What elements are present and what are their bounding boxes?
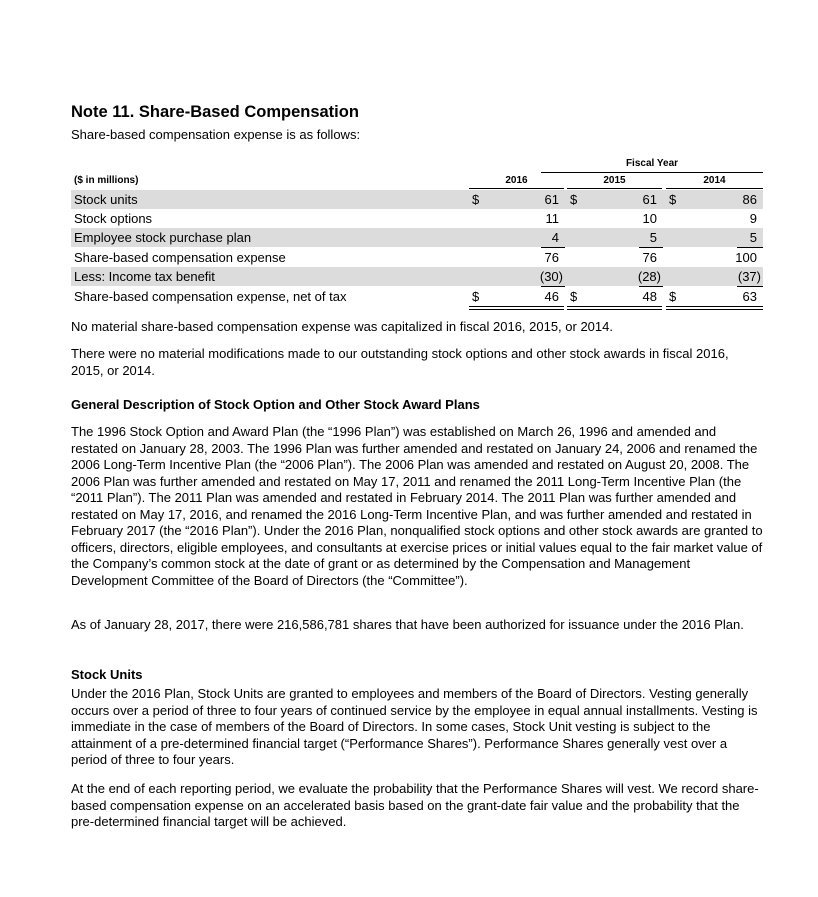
value-2015: 10 (642, 211, 657, 226)
table-row (71, 209, 763, 228)
compensation-table (71, 158, 763, 308)
paragraph-capitalized: No material share-based compensation expense was capitalized in fiscal 2016, 2015, or 2014. (71, 319, 613, 334)
table-row (71, 248, 763, 267)
value-2016: 76 (544, 250, 559, 265)
value-2014: 86 (742, 192, 757, 207)
paragraph-performance-shares: At the end of each reporting period, we evaluate the probability that the Performance Shares will vest. We record share-based compensation expense on an accelerated basis based on the grant-date fair value and the probability that the pre-determined financial target will be achieved. (71, 781, 759, 829)
double-rule-2016 (469, 306, 564, 307)
note-title: Note 11. Share-Based Compensation (71, 103, 359, 121)
value-2015: 76 (642, 250, 657, 265)
stock-units-heading: Stock Units (71, 667, 143, 682)
units-label: ($ in millions) (74, 175, 139, 186)
fiscal-year-header: Fiscal Year (625, 158, 679, 169)
row-label: Employee stock purchase plan (74, 230, 252, 245)
value-2014: 5 (749, 230, 757, 245)
table-row (71, 228, 763, 247)
year-header-2016: 2016 (505, 175, 528, 186)
paragraph-plan-history: The 1996 Stock Option and Award Plan (the “1996 Plan”) was established on March 26, 1996 and amended and restated on January 28, 2003. The 1996 Plan was further amended and restated on January 24, 2006 and renamed the 2006 Long-Term Incentive Plan (the “2006 Plan”). The 2006 Plan was amended and restated on August 20, 2008. The 2006 Plan was further amended and restated on May 17, 2011 and renamed the 2011 Long-Term Incentive Plan (the “2011 Plan”). The 2011 Plan was amended and restated in February 2014. The 2011 Plan was further amended and restated on May 17, 2016, and renamed the 2016 Long-Term Incentive Plan, and was further amended and restated in February 2017 (the “2016 Plan”). Under the 2016 Plan, nonqualified stock options and other stock awards are granted to officers, directors, eligible employees, and consultants at exercise prices or initial values equal to the fair market value of the Company’s common stock at the date of grant or as determined by the Compensation and Management Development Committee of the Board of Directors (the “Committee”). (71, 424, 763, 588)
value-2014: 100 (735, 250, 757, 265)
dollar-sign: $ (472, 289, 480, 304)
dollar-sign: $ (669, 289, 677, 304)
dollar-sign: $ (472, 192, 480, 207)
table-row (71, 267, 763, 286)
dollar-sign: $ (570, 192, 578, 207)
double-rule-2014 (666, 309, 763, 310)
year-header-2015: 2015 (603, 175, 626, 186)
intro-text: Share-based compensation expense is as follows: (71, 127, 361, 142)
value-2015: 61 (642, 192, 657, 207)
paragraph-authorized-shares: As of January 28, 2017, there were 216,586,781 shares that have been authorized for issuance under the 2016 Plan. (71, 617, 744, 632)
value-2016: 11 (545, 211, 559, 226)
fiscal-year-rule (541, 172, 763, 173)
row-label: Stock units (74, 192, 138, 207)
double-rule-2016 (469, 309, 564, 310)
year-rule-2015 (567, 188, 662, 189)
double-rule-2014 (666, 306, 763, 307)
year-rule-2016 (469, 188, 564, 189)
value-2015: 5 (649, 230, 657, 245)
dollar-sign: $ (570, 289, 578, 304)
general-description-heading: General Description of Stock Option and Other Stock Award Plans (71, 397, 480, 412)
value-2016: 61 (544, 192, 559, 207)
value-2014: 9 (749, 211, 757, 226)
paragraph-modifications: There were no material modifications made to our outstanding stock options and other stock awards in fiscal 2016, 2015, or 2014. (71, 346, 729, 378)
row-label: Less: Income tax benefit (74, 269, 215, 284)
value-2014: (37) (737, 269, 761, 284)
value-2014: 63 (742, 289, 757, 304)
value-2016: (30) (539, 269, 563, 284)
table-row (71, 190, 763, 209)
double-rule-2015 (567, 309, 662, 310)
dollar-sign: $ (669, 192, 677, 207)
table-row (71, 287, 763, 306)
value-2016: 46 (544, 289, 559, 304)
value-2015: (28) (637, 269, 661, 284)
row-label: Stock options (74, 211, 153, 226)
value-2016: 4 (551, 230, 559, 245)
row-label: Share-based compensation expense (74, 250, 286, 265)
double-rule-2015 (567, 306, 662, 307)
row-label: Share-based compensation expense, net of tax (74, 289, 347, 304)
paragraph-stock-units: Under the 2016 Plan, Stock Units are granted to employees and members of the Board of Directors. Vesting generally occurs over a period of three to four years of continued service by the employee in equal annual installments. Vesting is immediate in the case of members of the Board of Directors. In some cases, Stock Unit vesting is subject to the attainment of a pre-determined financial target (“Performance Shares”). Performance Shares generally vest over a period of three to four years. (71, 686, 758, 767)
year-rule-2014 (666, 188, 763, 189)
year-header-2014: 2014 (703, 175, 726, 186)
value-2015: 48 (642, 289, 657, 304)
